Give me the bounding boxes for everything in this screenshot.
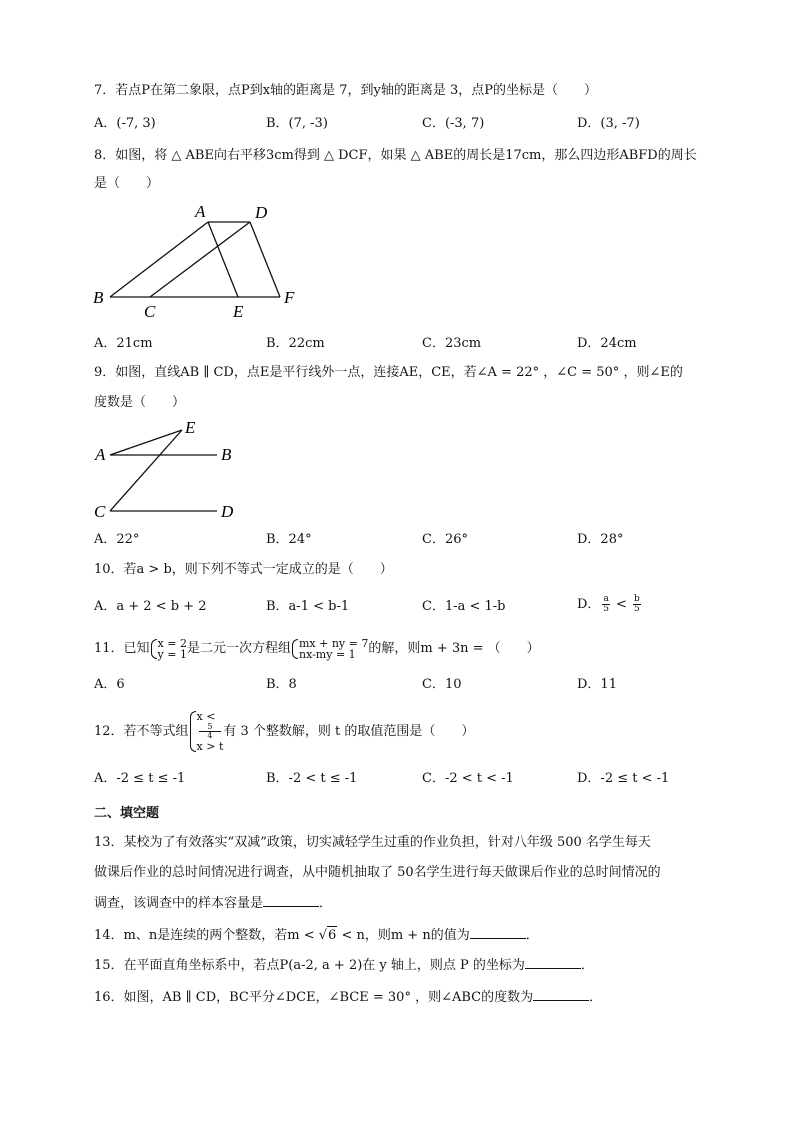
- q8-stem-line2: 是（ ）: [94, 176, 160, 191]
- q8-segment-ae: [208, 222, 238, 297]
- q8-label-a: A: [195, 202, 206, 221]
- q11-options: [94, 676, 714, 694]
- q11-option-a: A．6: [94, 677, 125, 692]
- q10-option-d: D． $\frac{a}{5}$ < $\frac{b}{5}$: [577, 594, 640, 614]
- q9-stem-line2: 度数是（ ）: [94, 395, 186, 410]
- q9-label-d: D: [221, 502, 234, 521]
- q11-option-d: D．11: [577, 677, 617, 692]
- q12-option-a: A．-2 ≤ t ≤ -1: [94, 771, 186, 786]
- q8-option-a: A．21cm: [94, 336, 153, 351]
- section-fill-in-blank-title: 二、填空题: [94, 806, 160, 821]
- q7-stem: 7．若点P在第二象限，点P到x轴的距离是 7，到y轴的距离是 3，点P的坐标是（ ）: [94, 83, 597, 98]
- q11-solution-system: x = 2 y = 1: [150, 638, 187, 660]
- q12-options: [94, 770, 714, 788]
- q8-option-c: C．23cm: [422, 336, 482, 351]
- q8-label-c: C: [144, 302, 156, 321]
- q12-inequality-system: x < 5 4 x > t: [189, 710, 224, 753]
- q12-option-b: B．-2 < t ≤ -1: [266, 771, 358, 786]
- q11-option-c: C．10: [422, 677, 462, 692]
- q11-stem: 11．已知 x = 2 y = 1 是二元一次方程组 mx + ny = 7 nx-my = 1 的解，则m + 3n = （ ）: [94, 636, 540, 661]
- q13-line1: 13．某校为了有效落实“双减”政策，切实减轻学生过重的作业负担，针对八年级 500 名学生每天: [94, 835, 651, 850]
- q11-equation-system: mx + ny = 7 nx-my = 1: [291, 638, 368, 660]
- q16-stem: 16．如图，AB ∥ CD，BC平分∠DCE，∠BCE = 30° ，则∠ABC的度数为 ．: [94, 990, 603, 1005]
- q10-stem: 10．若a > b，则下列不等式一定成立的是（ ）: [94, 562, 393, 577]
- q8-stem-line1: 8．如图，将 △ ABE向右平移3cm得到 △ DCF，如果 △ ABE的周长是17cm，那么四边形ABFD的周长: [94, 148, 697, 163]
- q9-option-c: C．26°: [422, 532, 468, 547]
- q7-option-d: D．(3, -7): [577, 116, 640, 131]
- q8-segment-df: [250, 222, 280, 297]
- q8-figure: [90, 200, 310, 325]
- q9-label-b: B: [221, 445, 232, 464]
- q10-option-a: A．a + 2 < b + 2: [94, 599, 207, 614]
- q9-option-a: A．22°: [94, 532, 140, 547]
- q14-stem: 14．m、n是连续的两个整数，若m < √6 < n，则m + n的值为 ．: [94, 928, 539, 943]
- q11-option-b: B．8: [266, 677, 297, 692]
- q8-label-d: D: [255, 203, 268, 222]
- q15-answer-blank[interactable]: [525, 956, 581, 969]
- q12-option-c: C．-2 < t < -1: [422, 771, 514, 786]
- q15-stem: 15．在平面直角坐标系中，若点P(a-2, a + 2)在 y 轴上，则点 P 的坐标为 ．: [94, 958, 594, 973]
- q13-answer-blank[interactable]: [263, 894, 319, 907]
- q10-option-c: C．1-a < 1-b: [422, 599, 506, 614]
- q9-stem-line1: 9．如图，直线AB ∥ CD，点E是平行线外一点，连接AE，CE，若∠A = 22° ，∠C = 50° ，则∠E的: [94, 365, 683, 380]
- q8-segment-cd: [150, 222, 250, 297]
- q9-label-c: C: [94, 502, 106, 521]
- q8-option-d: D．24cm: [577, 336, 637, 351]
- q9-label-a: A: [95, 445, 106, 464]
- q10-option-d-letter: D．: [577, 597, 601, 612]
- sqrt-icon: √: [318, 928, 328, 943]
- q7-option-a: A．(-7, 3): [94, 116, 156, 131]
- q12-fraction-5-over-4: 5 4: [199, 723, 222, 740]
- q10-options: [94, 594, 714, 620]
- q8-label-e: E: [233, 302, 244, 321]
- q13-line3: 调查，该调查中的样本容量是 ．: [94, 896, 333, 911]
- q7-option-c: C．(-3, 7): [422, 116, 485, 131]
- q14-sqrt-value: 6: [328, 928, 337, 943]
- q7-option-b: B．(7, -3): [266, 116, 328, 131]
- q14-answer-blank[interactable]: [470, 926, 526, 939]
- q8-segment-ba: [110, 222, 208, 297]
- q13-line2: 做课后作业的总时间情况进行调查，从中随机抽取了 50名学生进行每天做课后作业的总时间情况的: [94, 865, 661, 880]
- q9-figure: [90, 418, 250, 523]
- q8-option-b: B．22cm: [266, 336, 325, 351]
- q10-fraction-a-over-5: $\frac{a}{5}$: [603, 594, 609, 614]
- q8-label-f: F: [284, 288, 295, 307]
- q12-option-d: D．-2 ≤ t < -1: [577, 771, 670, 786]
- q10-option-b: B．a-1 < b-1: [266, 599, 350, 614]
- q8-options: [94, 335, 714, 353]
- q7-options: [94, 115, 714, 133]
- q9-options: [94, 531, 714, 549]
- q16-answer-blank[interactable]: [533, 988, 589, 1001]
- q8-label-b: B: [93, 288, 104, 307]
- q12-stem: 12．若不等式组 x < 5 4 x > t 有 3 个整数解，则 t 的取值范围是（ ）: [94, 710, 475, 753]
- q9-option-d: D．28°: [577, 532, 624, 547]
- q9-label-e: E: [185, 418, 196, 437]
- q10-fraction-b-over-5: $\frac{b}{5}$: [633, 594, 640, 614]
- q9-option-b: B．24°: [266, 532, 312, 547]
